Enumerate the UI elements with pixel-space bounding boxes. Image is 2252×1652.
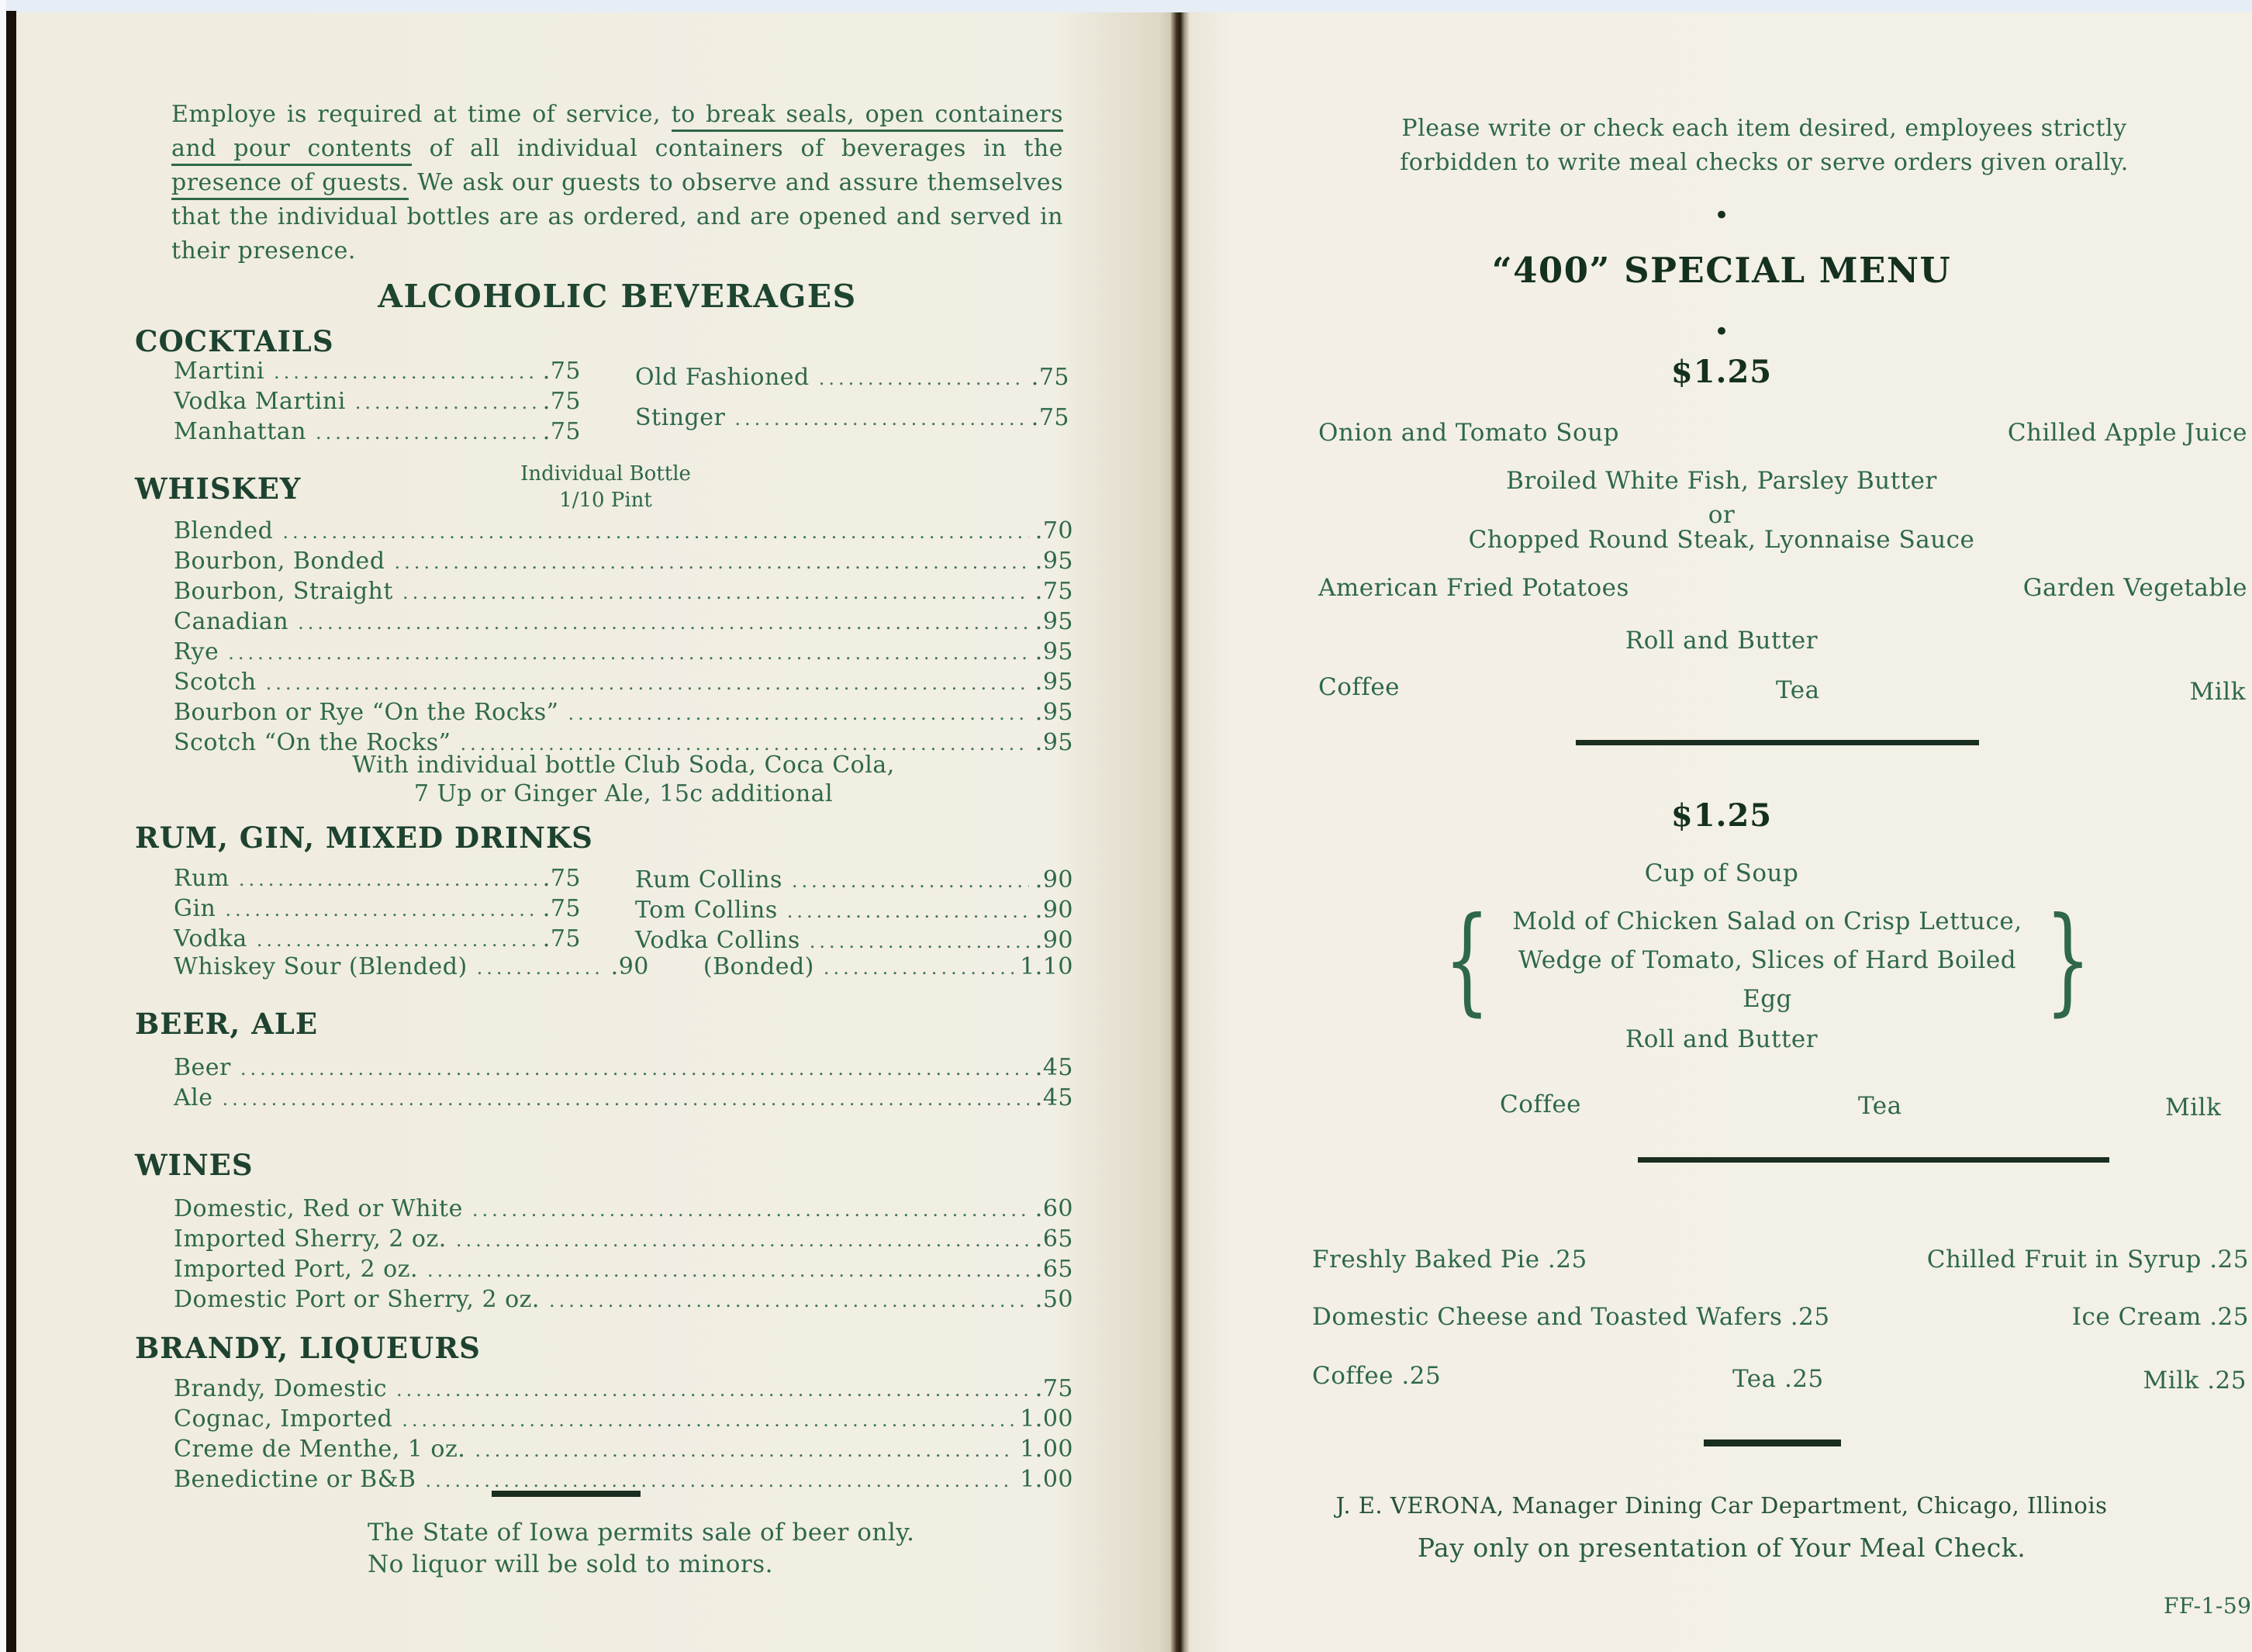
- item-name: Whiskey Sour (Blended): [174, 953, 468, 980]
- close-brace: }: [2044, 893, 2091, 1028]
- section-title-beer-ale: BEER, ALE: [135, 1007, 319, 1041]
- left-page-beverage-menu: [16, 12, 1171, 1652]
- meal1-appetizer-row: [1318, 419, 2247, 447]
- item-name: Blended: [174, 517, 274, 544]
- menu-item-row: [635, 896, 1073, 926]
- item-price: .90: [1034, 927, 1073, 954]
- item-price: 1.10: [1020, 953, 1073, 980]
- dot-leader: [240, 1053, 1029, 1083]
- open-brace: {: [1444, 893, 1490, 1028]
- section-title-cocktails: COCKTAILS: [135, 324, 334, 358]
- menu-item-row: [174, 1285, 1073, 1315]
- menu-item-row: [635, 363, 1069, 393]
- special-menu-title: “400” SPECIAL MENU: [1491, 250, 1952, 291]
- form-number: FF-1-59: [2164, 1593, 2252, 1619]
- item-price: .75: [1031, 404, 1069, 431]
- scanner-background-strip: [0, 0, 2252, 12]
- divider-rule: [492, 1491, 641, 1497]
- beer-ale-item-list: [174, 1053, 1073, 1114]
- item-price: .50: [1034, 1286, 1073, 1313]
- salad-line: Mold of Chicken Salad on Crisp Lettuce,: [1512, 907, 2022, 935]
- mixer-note-line: With individual bottle Club Soda, Coca Cola,: [352, 752, 895, 779]
- meal1-price: $1.25: [1670, 354, 1773, 390]
- dot-leader: [395, 547, 1029, 577]
- notice-text: We ask our guests to observe and assure themselves that the individual bottles are as ordered, and are opened and served in their presence.: [171, 169, 1063, 264]
- rum-gin-right-column: [635, 866, 1073, 956]
- dessert-right: Chilled Fruit in Syrup .25: [1926, 1246, 2249, 1274]
- dot-leader: [257, 924, 537, 955]
- menu-item-row: [174, 1255, 1073, 1285]
- alacarte-tea: Tea .25: [1732, 1365, 1824, 1393]
- item-price: .75: [542, 358, 581, 385]
- dot-leader: [266, 668, 1029, 698]
- item-name: Old Fashioned: [635, 364, 810, 391]
- item-price: .45: [1034, 1084, 1073, 1111]
- item-name: Bourbon or Rye “On the Rocks”: [174, 699, 559, 726]
- dot-leader: [549, 1285, 1029, 1315]
- dot-leader: [355, 387, 537, 417]
- meal-check-notice-line: Please write or check each item desired, employees strictly: [1401, 115, 2127, 142]
- dot-leader: [225, 894, 536, 924]
- meal2-beverage-tea: Tea: [1858, 1092, 1902, 1120]
- meal-check-notice: [1275, 112, 2252, 180]
- item-variant-label: (Bonded): [703, 953, 814, 980]
- meal-divider-rule: [1638, 1157, 2109, 1163]
- item-price: .60: [1034, 1195, 1073, 1222]
- item-name: Domestic Port or Sherry, 2 oz.: [174, 1286, 540, 1313]
- menu-item-row: [174, 1405, 1073, 1435]
- alacarte-coffee: Coffee .25: [1312, 1362, 1442, 1390]
- brandy-item-list: [174, 1374, 1073, 1495]
- whiskey-sour-row: [174, 952, 1073, 983]
- menu-item-row: [174, 698, 1073, 728]
- subtitle-line: 1/10 Pint: [559, 489, 652, 512]
- meal-check-notice-line: forbidden to write meal checks or serve orders given orally.: [1400, 149, 2129, 176]
- menu-item-row: [174, 864, 581, 894]
- dot-leader: [239, 864, 537, 894]
- item-name: Bourbon, Bonded: [174, 548, 385, 575]
- item-name: Imported Port, 2 oz.: [174, 1256, 418, 1283]
- item-name: Vodka Collins: [635, 927, 800, 954]
- item-name: Scotch “On the Rocks”: [174, 729, 451, 756]
- footer-divider-rule: [1704, 1439, 1841, 1446]
- dot-leader: [475, 1435, 1014, 1465]
- meal2-bread: Roll and Butter: [1625, 1025, 1819, 1053]
- side-left: American Fried Potatoes: [1318, 574, 1629, 602]
- meal1-beverage-milk: Milk: [2189, 678, 2246, 706]
- item-price: .75: [542, 418, 581, 445]
- dot-leader: [223, 1083, 1029, 1114]
- center-fold: [1171, 12, 1190, 1652]
- item-price: .95: [1034, 699, 1073, 726]
- whiskey-item-list: [174, 517, 1073, 759]
- meal1-bread: Roll and Butter: [1625, 627, 1819, 655]
- item-name: Creme de Menthe, 1 oz.: [174, 1436, 466, 1463]
- dot-leader: [228, 638, 1029, 668]
- dot-leader: [396, 1374, 1029, 1405]
- menu-item-row: [635, 866, 1073, 896]
- item-price: .75: [542, 895, 581, 922]
- alacarte-row-1: [1312, 1246, 2249, 1274]
- meal1-entree2: Chopped Round Steak, Lyonnaise Sauce: [1468, 526, 1975, 554]
- item-name: Manhattan: [174, 418, 306, 445]
- section-title-brandy-liqueurs: BRANDY, LIQUEURS: [135, 1331, 481, 1365]
- wines-item-list: [174, 1194, 1073, 1315]
- dessert-left: Freshly Baked Pie .25: [1312, 1246, 1587, 1274]
- rum-gin-left-column: [174, 864, 581, 955]
- meal1-beverage-coffee: Coffee: [1318, 673, 1401, 701]
- service-notice-paragraph: [171, 98, 1063, 268]
- item-price: .45: [1034, 1054, 1073, 1081]
- dot-leader: [792, 866, 1029, 896]
- meal-divider-rule: [1576, 740, 1979, 745]
- item-name: Beer: [174, 1054, 231, 1081]
- dessert-right: Ice Cream .25: [2071, 1303, 2249, 1331]
- menu-item-row: [174, 1194, 1073, 1225]
- item-name: Vodka Martini: [174, 388, 346, 415]
- item-price: .90: [1034, 866, 1073, 893]
- meal1-entree1: Broiled White Fish, Parsley Butter: [1506, 467, 1937, 495]
- menu-item-row: [174, 357, 581, 387]
- iowa-footnote-line: No liquor will be sold to minors.: [368, 1550, 773, 1578]
- menu-item-row: [174, 517, 1073, 547]
- dot-leader: [316, 417, 537, 448]
- item-price: .90: [1034, 897, 1073, 924]
- item-name: Scotch: [174, 669, 257, 696]
- meal1-sides-row: [1318, 574, 2247, 602]
- notice-text-underlined: presence of guests.: [171, 169, 409, 200]
- item-price: .95: [1034, 608, 1073, 635]
- dot-leader: [402, 1405, 1014, 1435]
- item-price: .95: [1034, 669, 1073, 696]
- menu-item-row: [174, 607, 1073, 638]
- dot-leader: [824, 952, 1014, 983]
- item-price: .95: [1034, 729, 1073, 756]
- menu-item-row: [174, 547, 1073, 577]
- menu-item-row: [174, 1374, 1073, 1405]
- item-price: .75: [542, 865, 581, 892]
- dot-leader: [734, 403, 1024, 434]
- menu-item-row: [174, 1083, 1073, 1114]
- menu-item-row: [635, 403, 1069, 434]
- appetizer-right: Chilled Apple Juice: [2007, 419, 2247, 447]
- meal2-beverage-milk: Milk: [2165, 1094, 2222, 1121]
- salad-line: Wedge of Tomato, Slices of Hard Boiled Egg: [1518, 946, 2017, 1013]
- item-name: Imported Sherry, 2 oz.: [174, 1225, 447, 1253]
- meal2-beverage-coffee: Coffee: [1500, 1090, 1582, 1118]
- cocktails-left-column: [174, 357, 581, 448]
- dot-leader: [274, 357, 537, 387]
- dot-leader: [472, 1194, 1029, 1225]
- section-title-rum-gin: RUM, GIN, MIXED DRINKS: [135, 821, 593, 855]
- scan-left-margin: [0, 0, 6, 1652]
- item-name: Martini: [174, 358, 265, 385]
- meal1-beverage-tea: Tea: [1776, 676, 1820, 704]
- item-price: .70: [1034, 517, 1073, 544]
- item-name: Domestic, Red or White: [174, 1195, 463, 1222]
- item-name: Benedictine or B&B: [174, 1466, 416, 1493]
- item-name: Tom Collins: [635, 897, 778, 924]
- item-price: .75: [1034, 578, 1073, 605]
- salad-description: [1504, 902, 2030, 1018]
- menu-item-row: [174, 894, 581, 924]
- dot-leader: [787, 896, 1029, 926]
- meal2-soup: Cup of Soup: [1644, 859, 1799, 887]
- notice-text: Employe is required at time of service,: [171, 101, 672, 128]
- item-name: Bourbon, Straight: [174, 578, 393, 605]
- dot-leader: [456, 1225, 1029, 1255]
- dot-leader: [282, 517, 1028, 547]
- meal1-or: or: [1708, 501, 1736, 529]
- alcoholic-beverages-title: ALCOHOLIC BEVERAGES: [378, 278, 857, 315]
- whiskey-bottle-subtitle: [435, 461, 776, 513]
- menu-item-row: [174, 1435, 1073, 1465]
- dot-leader: [402, 577, 1029, 607]
- pay-notice-line: Pay only on presentation of Your Meal Check.: [1417, 1533, 2026, 1563]
- item-price: .65: [1034, 1256, 1073, 1283]
- dot-leader: [819, 363, 1025, 393]
- item-name: Stinger: [635, 404, 726, 431]
- item-name: Gin: [174, 895, 216, 922]
- notice-text-underlined: to break seals, open containers and pour contents: [171, 101, 1063, 166]
- item-price: .90: [610, 953, 649, 980]
- item-price: .95: [1034, 638, 1073, 665]
- menu-item-row: [174, 387, 581, 417]
- menu-item-row: [174, 924, 581, 955]
- item-name: Rum: [174, 865, 230, 892]
- menu-item-row: [174, 1225, 1073, 1255]
- dessert-left: Domestic Cheese and Toasted Wafers .25: [1312, 1303, 1830, 1331]
- item-price: .75: [1034, 1375, 1073, 1402]
- item-name: Rum Collins: [635, 866, 782, 893]
- item-price: 1.00: [1020, 1436, 1073, 1463]
- cocktails-right-column: [635, 363, 1069, 444]
- mixer-note: [174, 751, 1073, 808]
- mixer-note-line: 7 Up or Ginger Ale, 15c additional: [413, 780, 834, 807]
- item-name: Vodka: [174, 925, 247, 952]
- item-price: .75: [542, 925, 581, 952]
- page-edge-shadow: [6, 11, 16, 1652]
- iowa-footnote: [368, 1517, 957, 1581]
- menu-item-row: [174, 638, 1073, 668]
- section-title-whiskey: WHISKEY: [135, 472, 302, 506]
- notice-text: of all individual containers of beverages in the: [412, 135, 1063, 162]
- section-title-wines: WINES: [135, 1148, 254, 1182]
- dot-leader: [568, 698, 1028, 728]
- side-right: Garden Vegetable: [2022, 574, 2247, 602]
- item-price: 1.00: [1020, 1466, 1073, 1493]
- item-price: 1.00: [1020, 1405, 1073, 1433]
- item-price: .65: [1034, 1225, 1073, 1253]
- dot-leader: [427, 1255, 1029, 1285]
- menu-item-row: [174, 577, 1073, 607]
- item-name: Ale: [174, 1084, 213, 1111]
- appetizer-left: Onion and Tomato Soup: [1318, 419, 1619, 447]
- item-price: .75: [1031, 364, 1069, 391]
- right-page-special-menu: [1190, 12, 2252, 1652]
- menu-item-row: [174, 1053, 1073, 1083]
- iowa-footnote-line: The State of Iowa permits sale of beer only.: [368, 1519, 915, 1547]
- menu-item-row: [174, 417, 581, 448]
- item-price: .75: [542, 388, 581, 415]
- alacarte-milk: Milk .25: [2143, 1367, 2247, 1395]
- item-price: .95: [1034, 548, 1073, 575]
- meal2-price: $1.25: [1670, 797, 1773, 834]
- dot-leader: [298, 607, 1029, 638]
- subtitle-line: Individual Bottle: [520, 462, 691, 486]
- item-name: Rye: [174, 638, 219, 665]
- bullet-separator: •: [1713, 200, 1730, 231]
- item-name: Cognac, Imported: [174, 1405, 393, 1433]
- dot-leader: [477, 952, 605, 983]
- manager-credit-line: J. E. VERONA, Manager Dining Car Department, Chicago, Illinois: [1335, 1492, 2108, 1519]
- item-name: Brandy, Domestic: [174, 1375, 387, 1402]
- menu-item-row: [174, 668, 1073, 698]
- salad-brace-group: [1430, 892, 2105, 1028]
- item-name: Canadian: [174, 608, 289, 635]
- bullet-separator: •: [1713, 316, 1730, 347]
- alacarte-row-2: [1312, 1303, 2249, 1331]
